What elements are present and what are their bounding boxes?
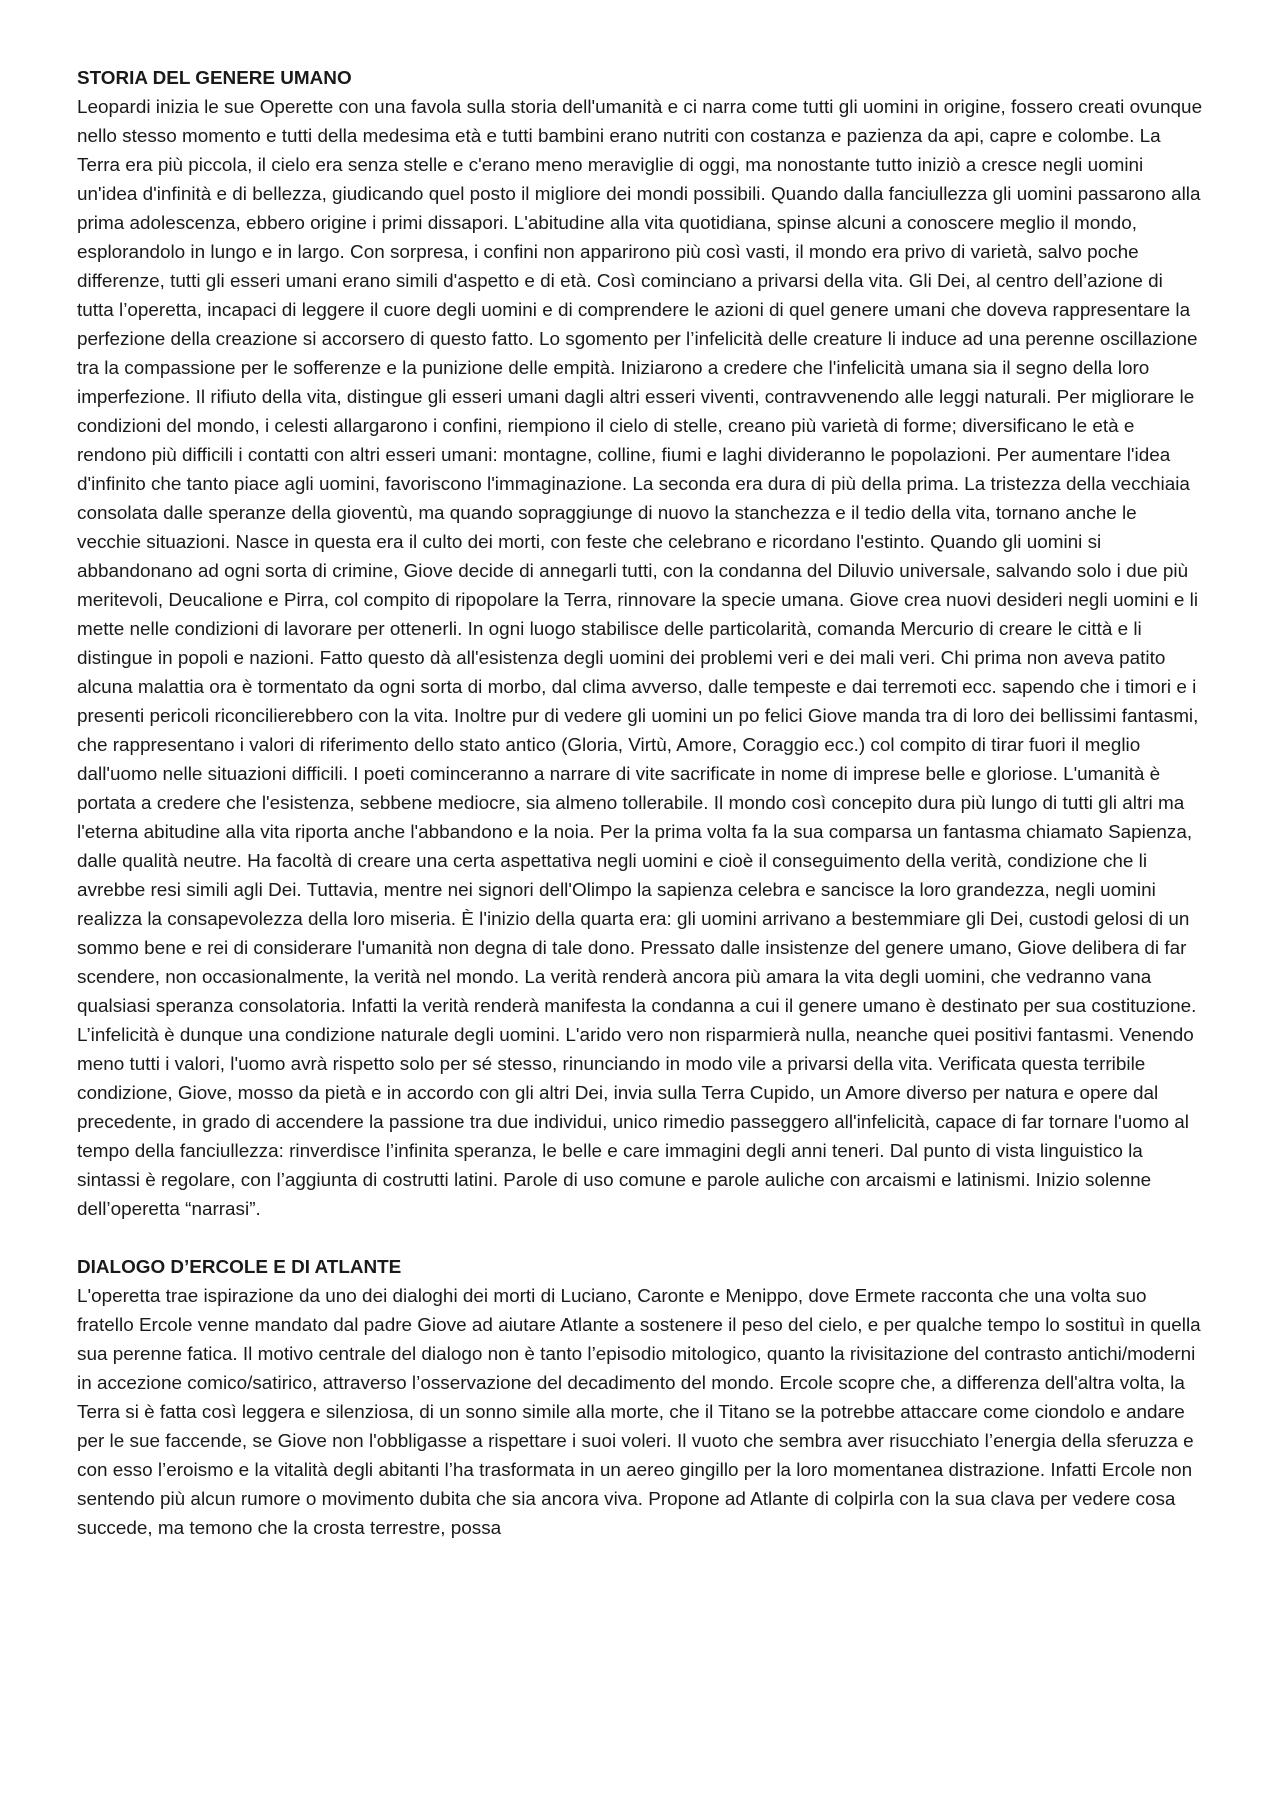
section-dialogo-ercole-atlante (77, 1253, 1203, 1543)
section-paragraph: Leopardi inizia le sue Operette con una favola sulla storia dell'umanità e ci narra come tutti gli uomini in origine, fossero creati ovunque nello stesso momento e tutti della medesima età e tutti bambini erano nutriti con costanza e pazienza da api, capre e colombe. La Terra era più piccola, il cielo era senza stelle e c'erano meno meraviglie di oggi, ma nonostante tutto iniziò a cresce negli uomini un'idea d'infinità e di bellezza, giudicando quel posto il migliore dei mondi possibili. Quando dalla fanciullezza gli uomini passarono alla prima adolescenza, ebbero origine i primi dissapori. L'abitudine alla vita quotidiana, spinse alcuni a conoscere meglio il mondo, esplorandolo in lungo e in largo. Con sorpresa, i confini non apparirono più così vasti, il mondo era privo di varietà, salvo poche differenze, tutti gli esseri umani erano simili d'aspetto e di età. Così cominciano a privarsi della vita. Gli Dei, al centro dell’azione di tutta l’operetta, incapaci di leggere il cuore degli uomini e di comprendere le azioni di quel genere umani che doveva rappresentare la perfezione della creazione si accorsero di questo fatto. Lo sgomento per l’infelicità delle creature li induce ad una perenne oscillazione tra la compassione per le sofferenze e la punizione delle empità. Iniziarono a credere che l'infelicità umana sia il segno della loro imperfezione. Il rifiuto della vita, distingue gli esseri umani dagli altri esseri viventi, contravvenendo alle leggi naturali. Per migliorare le condizioni del mondo, i celesti allargarono i confini, riempiono il cielo di stelle, creano più varietà di forme; diversificano le età e rendono più difficili i contatti con altri esseri umani: montagne, colline, fiumi e laghi divideranno le popolazioni. Per aumentare l'idea d'infinito che tanto piace agli uomini, favoriscono l'immaginazione. La seconda era dura di più della prima. La tristezza della vecchiaia consolata dalle speranze della gioventù, ma quando sopraggiunge di nuovo la stanchezza e il tedio della vita, tornano anche le vecchie situazioni. Nasce in questa era il culto dei morti, con feste che celebrano e ricordano l'estinto. Quando gli uomini si abbandonano ad ogni sorta di crimine, Giove decide di annegarli tutti, con la condanna del Diluvio universale, salvando solo i due più meritevoli, Deucalione e Pirra, col compito di ripopolare la Terra, rinnovare la specie umana. Giove crea nuovi desideri negli uomini e li mette nelle condizioni di lavorare per ottenerli. In ogni luogo stabilisce delle particolarità, comanda Mercurio di creare le città e li distingue in popoli e nazioni. Fatto questo dà all'esistenza degli uomini dei problemi veri e dei mali veri. Chi prima non aveva patito alcuna malattia ora è tormentato da ogni sorta di morbo, dal clima avverso, dalle tempeste e dai terremoti ecc. sapendo che i timori e i presenti pericoli riconcilierebbero con la vita. Inoltre pur di vedere gli uomini un po felici Giove manda tra di loro dei bellissimi fantasmi, che rappresentano i valori di riferimento dello stato antico (Gloria, Virtù, Amore, Coraggio ecc.) col compito di tirar fuori il meglio dall'uomo nelle situazioni difficili. I poeti cominceranno a narrare di vite sacrificate in nome di imprese belle e gloriose. L'umanità è portata a credere che l'esistenza, sebbene mediocre, sia almeno tollerabile. Il mondo così concepito dura più lungo di tutti gli altri ma l'eterna abitudine alla vita riporta anche l'abbandono e la noia. Per la prima volta fa la sua comparsa un fantasma chiamato Sapienza, dalle qualità neutre. Ha facoltà di creare una certa aspettativa negli uomini e cioè il conseguimento della verità, condizione che li avrebbe resi simili agli Dei. Tuttavia, mentre nei signori dell'Olimpo la sapienza celebra e sancisce la loro grandezza, negli uomini realizza la consapevolezza della loro miseria. È l'inizio della quarta era: gli uomini arrivano a bestemmiare gli Dei, custodi gelosi di un sommo bene e rei di considerare l'umanità non degna di tale dono. Pressato dalle insistenze del genere umano, Giove delibera di far scendere, non occasionalmente, la verità nel mondo. La verità renderà ancora più amara la vita degli uomini, che vedranno vana qualsiasi speranza consolatoria. Infatti la verità renderà manifesta la condanna a cui il genere umano è destinato per sua costituzione. L’infelicità è dunque una condizione naturale degli uomini. L'arido vero non risparmierà nulla, neanche quei positivi fantasmi. Venendo meno tutti i valori, l'uomo avrà rispetto solo per sé stesso, rinunciando in modo vile a privarsi della vita. Verificata questa terribile condizione, Giove, mosso da pietà e in accordo con gli altri Dei, invia sulla Terra Cupido, un Amore diverso per natura e opere dal precedente, in grado di accendere la passione tra due individui, unico rimedio passeggero all'infelicità, capace di far tornare l'uomo al tempo della fanciullezza: rinverdisce l’infinita speranza, le belle e care immagini degli anni teneri. Dal punto di vista linguistico la sintassi è regolare, con l’aggiunta di costrutti latini. Parole di uso comune e parole auliche con arcaismi e latinismi. Inizio solenne dell’operetta “narrasi”. (77, 97, 1203, 1220)
document-page (77, 64, 1203, 1543)
section-paragraph: L'operetta trae ispirazione da uno dei dialoghi dei morti di Luciano, Caronte e Menippo, dove Ermete racconta che una volta suo fratello Ercole venne mandato dal padre Giove ad aiutare Atlante a sostenere il peso del cielo, e per qualche tempo lo sostituì in quella sua perenne fatica. Il motivo centrale del dialogo non è tanto l’episodio mitologico, quanto la rivisitazione del contrasto antichi/moderni in accezione comico/satirico, attraverso l’osservazione del decadimento del mondo. Ercole scopre che, a differenza dell'altra volta, la Terra si è fatta così leggera e silenziosa, di un sonno simile alla morte, che il Titano se la potrebbe attaccare come ciondolo e andare per le sue faccende, se Giove non l'obbligasse a rispettare i suoi voleri. Il vuoto che sembra aver risucchiato l’energia della sferuzza e con esso l’eroismo e la vitalità degli abitanti l’ha trasformata in un aereo gingillo per la loro momentanea distrazione. Infatti Ercole non sentendo più alcun rumore o movimento dubita che sia ancora viva. Propone ad Atlante di colpirla con la sua clava per vedere cosa succede, ma temono che la crosta terrestre, possa (77, 1286, 1201, 1539)
section-title: STORIA DEL GENERE UMANO (77, 68, 352, 89)
section-title: DIALOGO D’ERCOLE E DI ATLANTE (77, 1257, 402, 1278)
section-storia-del-genere-umano (77, 64, 1203, 1224)
section-spacer (77, 1224, 1203, 1253)
